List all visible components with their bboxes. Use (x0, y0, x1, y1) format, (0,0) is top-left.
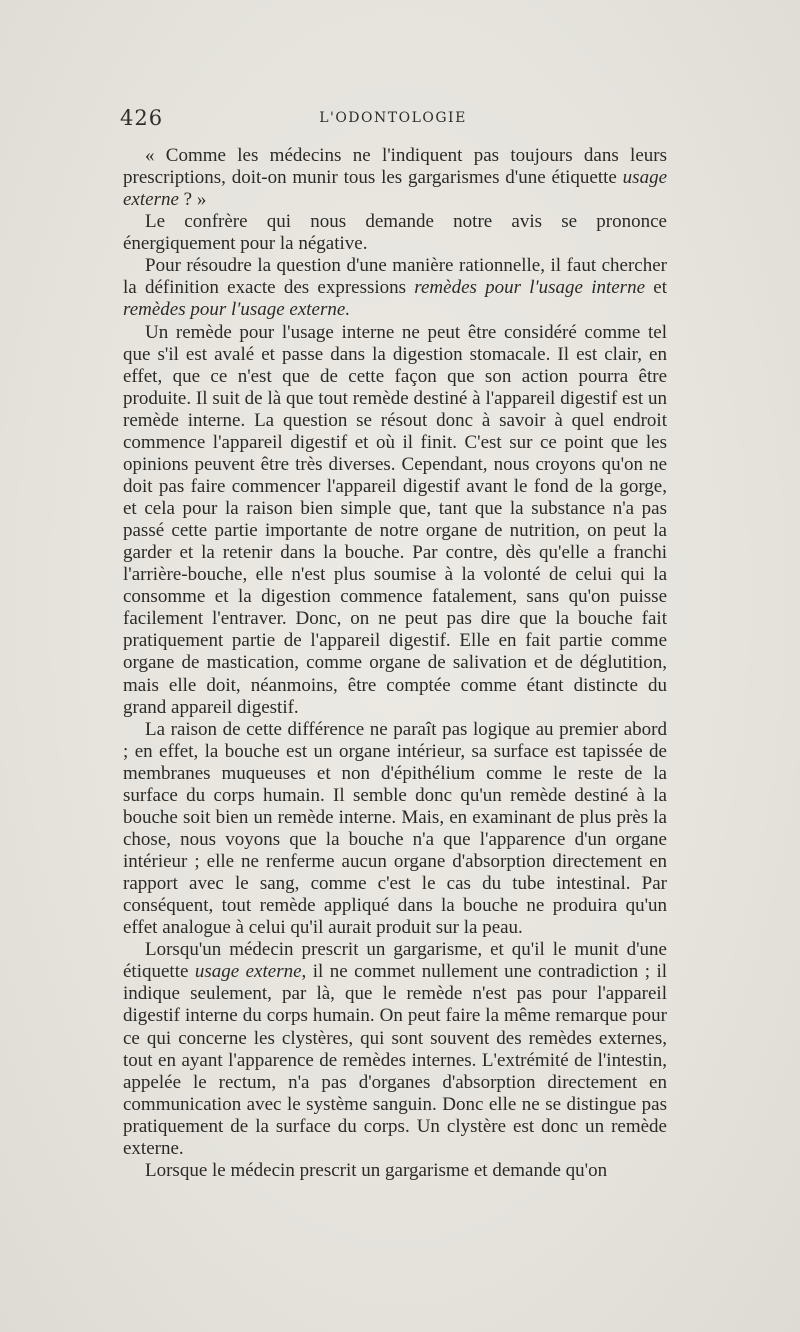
paragraph (123, 211, 667, 255)
page-number: 426 (120, 106, 164, 130)
text-run: « Comme les médecins ne l'indiquent pas toujours dans leurs prescriptions, doit-on munir tous les gargarismes d'une étiquette (123, 145, 667, 189)
text-run: Le confrère qui nous demande notre avis se prononce énergiquement pour la négative. (123, 211, 667, 255)
page-header (120, 106, 666, 132)
text-run: , il ne commet nullement une contradiction ; il indique seulement, par là, que le remède n'est pas pour l'appareil digestif interne du corps humain. On peut faire la même remarque pour ce qui concerne les clystères, qui sont souvent des remèdes externes, tout en ayant l'apparence de remèdes internes. L'extrémité de l'intestin, appelée le rectum, n'a pas d'organes d'absorption directement en communication avec le système sanguin. Donc elle ne se distingue pas pratiquement de la surface du corps. Un clystère est donc un remède externe. (123, 961, 668, 1159)
italic-text: remèdes pour l'usage externe. (123, 299, 351, 321)
text-run: Lorsqu'un médecin prescrit un gargarisme, et qu'il le munit d'une étiquette (123, 939, 667, 983)
paragraph (123, 145, 667, 211)
text-run: et (645, 277, 667, 299)
running-title: L'ODONTOLOGIE (319, 110, 467, 126)
paragraph (123, 719, 667, 940)
text-run: La raison de cette différence ne paraît pas logique au premier abord ; en effet, la bouche est un organe intérieur, sa surface est tapissée de membranes muqueuses et non d'épithélium comme le reste de la surface du corps humain. Il semble donc qu'un remède destiné à la bouche soit bien un remède interne. Mais, en examinant de plus près la chose, nous voyons que la bouche n'a que l'apparence d'un organe intérieur ; elle ne renferme aucun organe d'absorption directement en rapport avec le sang, comme c'est le cas du tube intestinal. Par conséquent, tout remède appliqué dans la bouche ne produira qu'un effet analogue à celui qu'il aurait produit sur la peau. (123, 718, 667, 939)
paragraph (123, 322, 667, 719)
text-run: ? » (178, 189, 207, 211)
italic-text: remèdes pour l'usage interne (414, 277, 646, 299)
paragraph (123, 939, 667, 1160)
italic-text: usage externe (123, 167, 667, 211)
body-text (123, 145, 667, 1182)
text-run: Pour résoudre la question d'une manière rationnelle, il faut chercher la définition exacte des expressions (123, 255, 667, 299)
paragraph (123, 1160, 667, 1182)
paragraph (123, 255, 667, 321)
text-run: Un remède pour l'usage interne ne peut être considéré comme tel que s'il est avalé et passe dans la digestion stomacale. Il est clair, en effet, que ce n'est que de cette façon que son action pourra être produite. Il suit de là que tout remède destiné à l'appareil digestif est un remède interne. La question se résout donc à savoir à quel endroit commence l'appareil digestif et où il finit. C'est sur ce point que les opinions peuvent être très diverses. Cependant, nous croyons qu'on ne doit pas faire commencer l'appareil digestif avant le fond de la gorge, et cela pour la raison bien simple que, tant que la substance n'a pas passé cette partie importante de notre organe de nutrition, on peut la garder et la retenir dans la bouche. Par contre, dès qu'elle a franchi l'arrière-bouche, elle n'est plus soumise à la volonté de celui qui la consomme et la digestion commence fatalement, sans qu'on puisse facilement l'entraver. Donc, on ne peut pas dire que la bouche fait pratiquement partie de l'appareil digestif. Elle en fait partie comme organe de mastication, comme organe de salivation et de déglutition, mais elle doit, néanmoins, être comptée comme étant distincte du grand appareil digestif. (123, 321, 667, 718)
italic-text: usage externe (194, 961, 302, 983)
text-run: Lorsque le médecin prescrit un gargarisme et demande qu'on (145, 1159, 608, 1181)
